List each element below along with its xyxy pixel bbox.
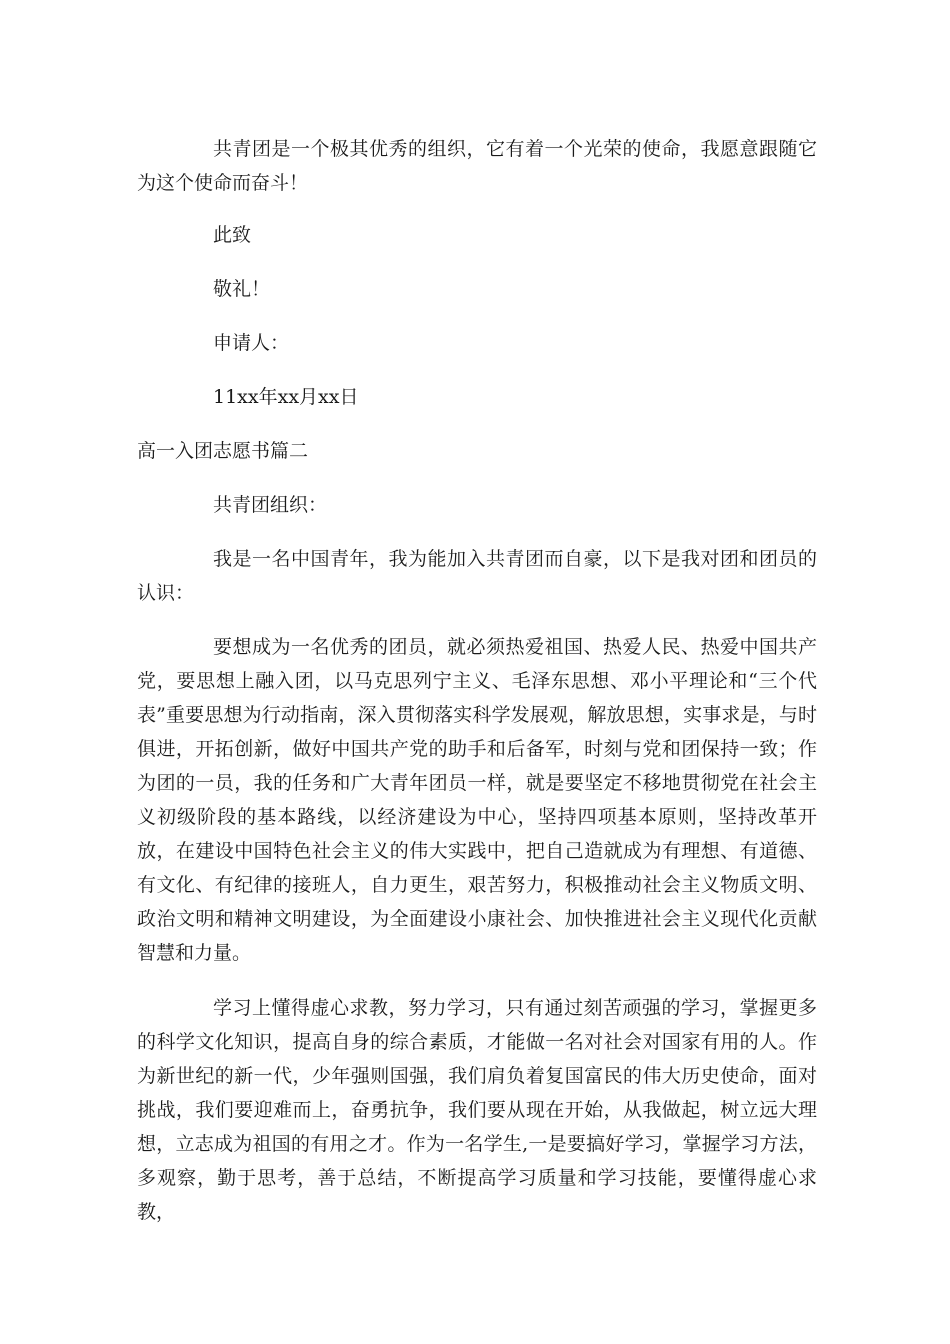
paragraph-closing-statement: 共青团是一个极其优秀的组织，它有着一个光荣的使命，我愿意跟随它为这个使命而奋斗！ xyxy=(137,138,817,194)
paragraph-study: 学习上懂得虚心求教，努力学习，只有通过刻苦顽强的学习，掌握更多的科学文化知识，提高自身的综合素质，才能做一名对社会对国家有用的人。作为新世纪的新一代，少年强则国强，我们肩负着复国富民的伟大历史使命，面对挑战，我们要迎难而上，奋勇抗争，我们要从现在开始，从我做起，树立远大理想，立志成为祖国的有用之才。作为一名学生,一是要搞好学习，掌握学习方法，多观察，勤于思考，善于总结，不断提高学习质量和学习技能，要懂得虚心求教， xyxy=(137,997,817,1223)
salutation-jingli: 敬礼！ xyxy=(213,278,271,300)
applicant-label: 申请人： xyxy=(213,332,290,354)
date-line: 11xx年xx月xx日 xyxy=(213,386,359,408)
salutation-cizhi: 此致 xyxy=(213,224,252,246)
addressee: 共青团组织： xyxy=(213,494,328,516)
section-title: 高一入团志愿书篇二 xyxy=(137,440,309,462)
paragraph-intro: 我是一名中国青年，我为能加入共青团而自豪，以下是我对团和团员的认识： xyxy=(137,548,817,604)
paragraph-member-duties: 要想成为一名优秀的团员，就必须热爱祖国、热爱人民、热爱中国共产党，要思想上融入团，以马克思列宁主义、毛泽东思想、邓小平理论和“三个代表”重要思想为行动指南，深入贯彻落实科学发展观，解放思想，实事求是，与时俱进，开拓创新，做好中国共产党的助手和后备军，时刻与党和团保持一致；作为团的一员，我的任务和广大青年团员一样，就是要坚定不移地贯彻党在社会主义初级阶段的基本路线，以经济建设为中心，坚持四项基本原则，坚持改革开放，在建设中国特色社会主义的伟大实践中，把自己造就成为有理想、有道德、有文化、有纪律的接班人，自力更生，艰苦努力，积极推动社会主义物质文明、政治文明和精神文明建设，为全面建设小康社会、加快推进社会主义现代化贡献智慧和力量。 xyxy=(137,636,817,964)
document-body xyxy=(137,132,817,1229)
